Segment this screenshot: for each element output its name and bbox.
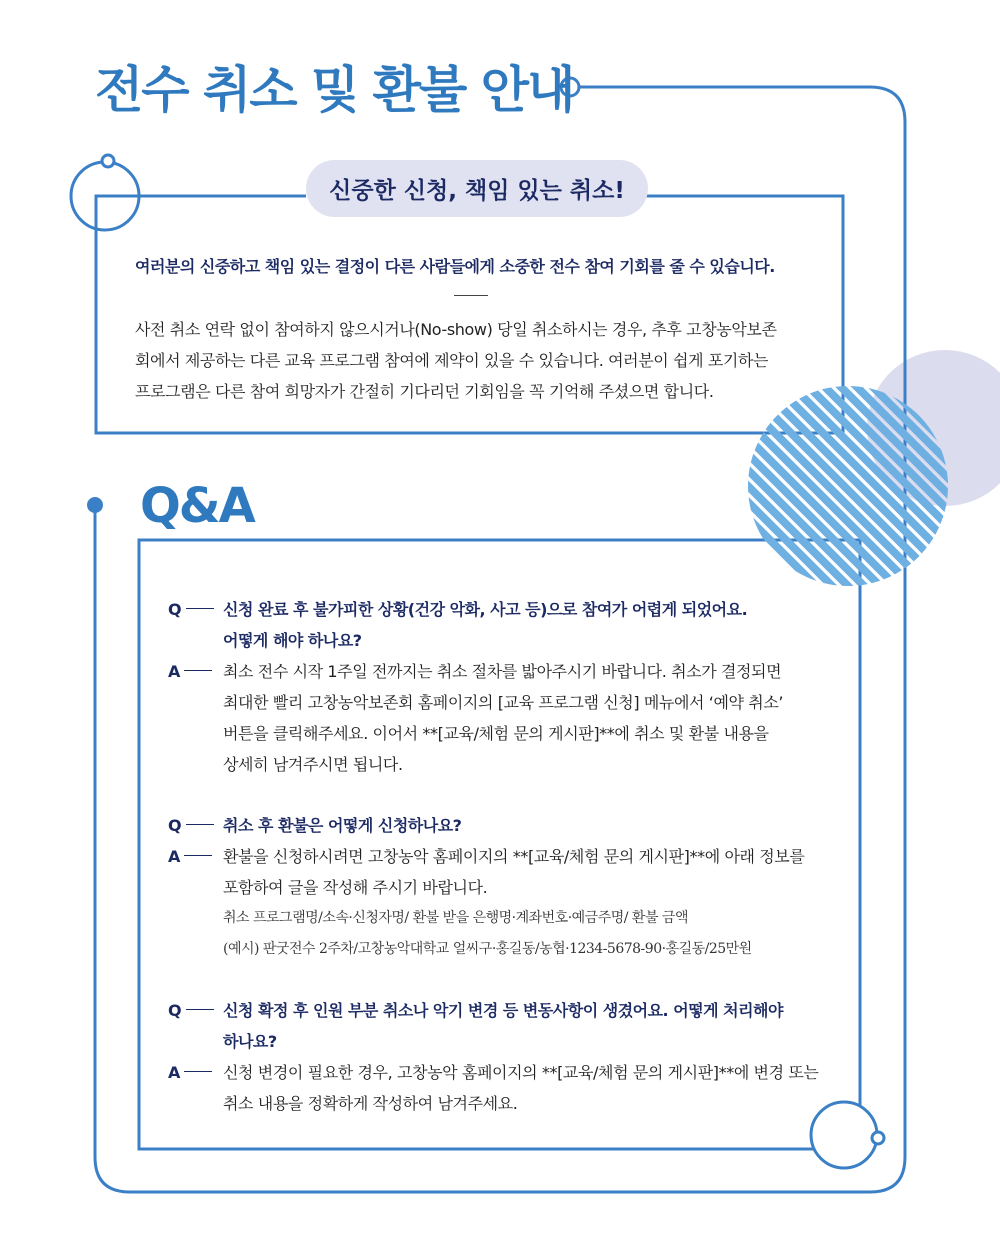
question-row xyxy=(168,810,848,841)
question-text: 신청 확정 후 인원 부분 취소나 악기 변경 등 변동사항이 생겼어요. 어떻게 처리해야 하나요? xyxy=(223,1001,783,1051)
question-marker: Q xyxy=(168,810,214,841)
intro-divider xyxy=(454,295,488,296)
ring-knob-top-left xyxy=(102,155,114,167)
qa-item-3 xyxy=(168,995,848,1119)
ring-knob-bottom-right xyxy=(872,1132,884,1144)
intro-pill-heading: 신중한 신청, 책임 있는 취소! xyxy=(306,160,648,217)
qa-item-1 xyxy=(168,594,848,780)
qa-item-2 xyxy=(168,810,848,965)
intro-body xyxy=(135,314,825,407)
intro-body-line: 회에서 제공하는 다른 교육 프로그램 참여에 제약이 있을 수 있습니다. 여러분이 쉽게 포기하는 xyxy=(135,351,769,370)
question-text: 취소 후 환불은 어떻게 신청하나요? xyxy=(223,816,462,835)
qa-section-title: Q&A xyxy=(140,478,254,534)
answer-row xyxy=(168,841,848,965)
question-marker: Q xyxy=(168,995,214,1026)
intro-body-line: 프로그램은 다른 참여 희망자가 간절히 기다리던 기회임을 꼭 기억해 주셨으면 합니다. xyxy=(135,382,714,401)
answer-text: 환불을 신청하시려면 고창농악 홈페이지의 **[교육/체험 문의 게시판]**에 아래 정보를 포함하여 글을 작성해 주시기 바랍니다. xyxy=(223,847,805,897)
answer-marker: A xyxy=(168,1057,212,1088)
answer-row xyxy=(168,1057,848,1119)
question-text: 신청 완료 후 불가피한 상황(건강 악화, 사고 등)으로 참여가 어렵게 되었어요. 어떻게 해야 하나요? xyxy=(223,600,748,650)
question-row xyxy=(168,995,848,1057)
answer-text: 신청 변경이 필요한 경우, 고창농악 홈페이지의 **[교육/체험 문의 게시판]**에 변경 또는 취소 내용을 정확하게 작성하여 남겨주세요. xyxy=(223,1063,819,1113)
refund-info-note: 취소 프로그램명/소속·신청자명/ 환불 받을 은행명·계좌번호·예금주명/ 환불 금액 (예시) 판굿전수 2주차/고창농악대학교 얼씨구·홍길동/농협·1234-5678-90·홍길동/25만원 xyxy=(223,910,752,957)
answer-text: 최소 전수 시작 1주일 전까지는 취소 절차를 밟아주시기 바랍니다. 취소가 결정되면 최대한 빨리 고창농악보존회 홈페이지의 [교육 프로그램 신청] 메뉴에서 ‘예약 취소’ 버튼을 클릭해주세요. 이어서 **[교육/체험 문의 게시판]**에 취소 및 환불 내용을 상세히 남겨주시면 됩니다. xyxy=(223,662,784,774)
question-marker: Q xyxy=(168,594,214,625)
frame-end-dot xyxy=(87,497,103,513)
answer-marker: A xyxy=(168,656,212,687)
page-title: 전수 취소 및 환불 안내 xyxy=(95,61,574,119)
intro-body-line: 사전 취소 연락 없이 참여하지 않으시거나(No-show) 당일 취소하시는 경우, 추후 고창농악보존 xyxy=(135,320,777,339)
answer-marker: A xyxy=(168,841,212,872)
question-row xyxy=(168,594,848,656)
answer-row xyxy=(168,656,848,780)
intro-lead-text: 여러분의 신중하고 책임 있는 결정이 다른 사람들에게 소중한 전수 참여 기회를 줄 수 있습니다. xyxy=(135,257,775,276)
